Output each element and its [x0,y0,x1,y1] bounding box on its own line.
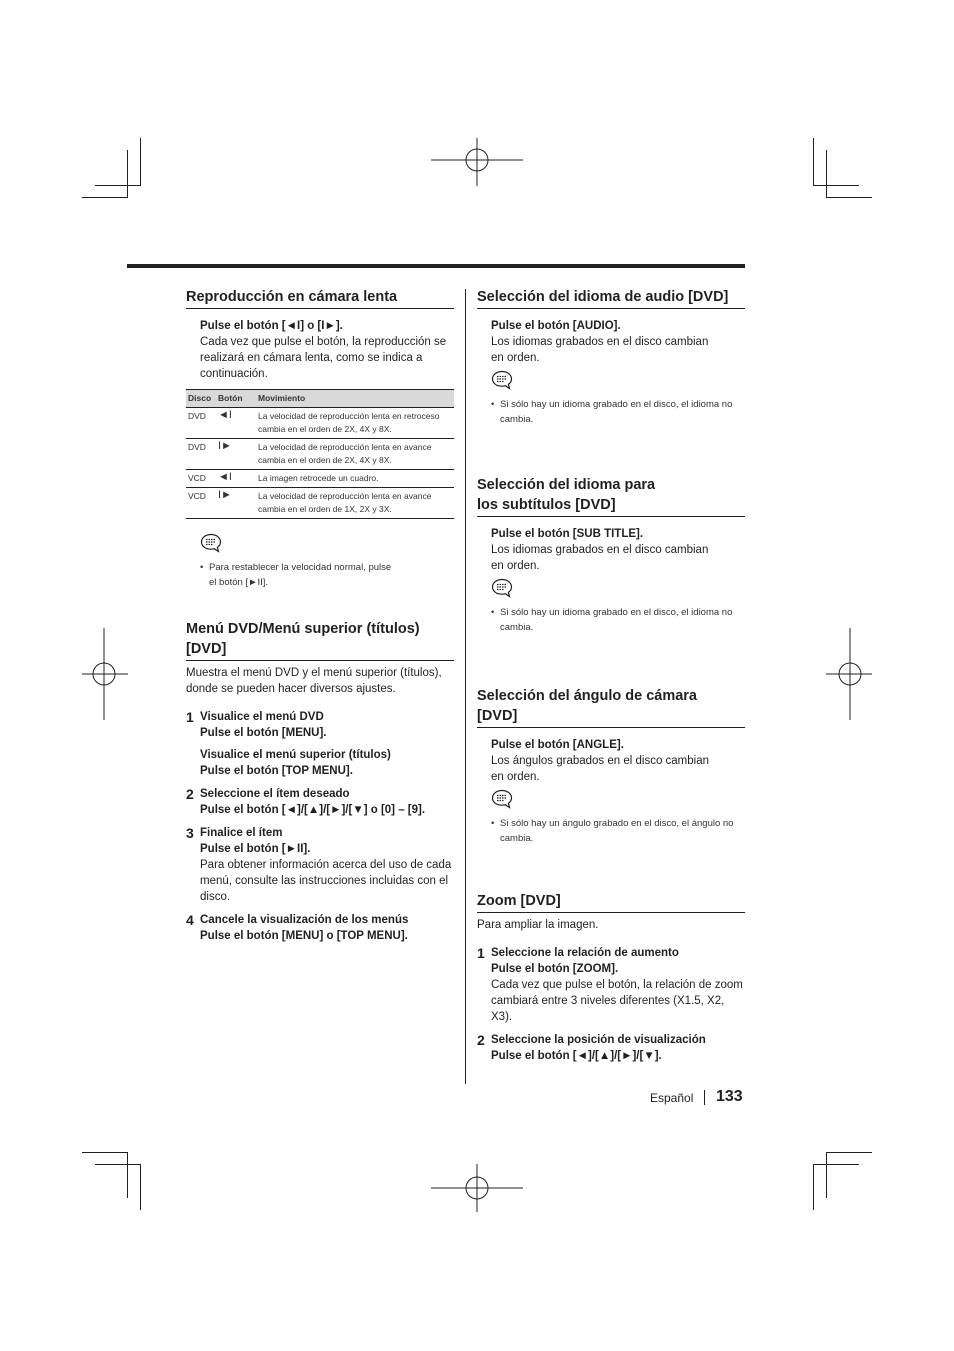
table-row [186,439,454,470]
button-cell: I► [216,488,256,519]
memo-icon [491,578,513,598]
table-row [186,488,454,519]
header-rule [127,264,745,268]
disc-cell: DVD [186,408,216,439]
press-instruction: Pulse el botón [ZOOM]. [491,963,619,975]
slow-motion-section [186,287,454,590]
step-number: 1 [477,945,485,961]
section-title-line: [DVD] [477,708,518,724]
description: Los idiomas grabados en el disco cambian en orden. [491,336,709,364]
table-row [186,470,454,488]
section-title [477,686,745,728]
note: • Si sólo hay un idioma grabado en el disco, el idioma no cambia. [491,605,745,635]
registration-mark-left [82,628,128,720]
step-1 [186,709,454,779]
registration-mark-top [431,138,523,186]
press-instruction: Pulse el botón [MENU]. [200,727,327,739]
section-title: Selección del idioma de audio [DVD] [477,287,745,309]
section-title [477,475,745,517]
table-header-row [186,390,454,408]
intro-text: Muestra el menú DVD y el menú superior (títulos), donde se pueden hacer diversos ajustes. [186,667,442,695]
step-description: Cada vez que pulse el botón, la relación de zoom cambiará entre 3 niveles diferentes (X1.5, X2, X3). [491,979,743,1023]
memo-icon [491,370,513,390]
subtitle-language-section [477,475,745,635]
section-title: Menú DVD/Menú superior (títulos) [DVD] [186,619,454,661]
step-description: Para obtener información acerca del uso de cada menú, consulte las instrucciones incluidas con el disco. [200,859,452,903]
step-number: 3 [186,825,194,841]
section-title-line: Selección del ángulo de cámara [477,688,697,704]
step-title: Finalice el ítem [200,827,283,839]
step-title: Seleccione la relación de aumento [491,947,679,959]
note-text: Si sólo hay un ángulo grabado en el disco, el ángulo no cambia. [500,818,734,844]
movement-cell: La velocidad de reproducción lenta en avance cambia en el orden de 2X, 4X y 8X. [256,439,454,470]
button-cell: ◄I [216,470,256,488]
step-number: 1 [186,709,194,725]
note-text: Si sólo hay un idioma grabado en el disco, el idioma no cambia. [500,399,733,425]
press-instruction: Pulse el botón [MENU] o [TOP MENU]. [200,930,408,942]
column-header: Disco [186,390,216,408]
press-instruction: Pulse el botón [◄]/[▲]/[►]/[▼] o [0] – [9]. [200,804,426,816]
step-title: Visualice el menú superior (títulos) [200,749,391,761]
press-instruction: Pulse el botón [ANGLE]. [491,739,624,751]
description: Los ángulos grabados en el disco cambian en orden. [491,755,710,783]
slow-motion-table [186,389,454,519]
note: • Para restablecer la velocidad normal, pulse el botón [►II]. [200,560,400,590]
section-title-line: Selección del idioma para [477,477,656,493]
disc-cell: DVD [186,439,216,470]
step-number: 2 [186,786,194,802]
press-instruction: Pulse el botón [TOP MENU]. [200,765,353,777]
note: • Si sólo hay un idioma grabado en el disco, el idioma no cambia. [491,397,745,427]
button-cell: ◄I [216,408,256,439]
step-title: Seleccione el ítem deseado [200,788,350,800]
left-column [186,287,454,942]
disc-cell: VCD [186,470,216,488]
step-number: 4 [186,912,194,928]
camera-angle-section [477,686,745,846]
movement-cell: La velocidad de reproducción lenta en retroceso cambia en el orden de 2X, 4X y 8X. [256,408,454,439]
step-title: Seleccione la posición de visualización [491,1034,706,1046]
zoom-section [477,891,745,1064]
step-2 [186,786,454,818]
button-cell: I► [216,439,256,470]
intro-text: Para ampliar la imagen. [477,919,599,931]
press-instruction: Pulse el botón [►II]. [200,843,311,855]
table-row [186,408,454,439]
press-instruction: Pulse el botón [AUDIO]. [491,320,621,332]
description: Cada vez que pulse el botón, la reproducción se realizará en cámara lenta, como se indica a continuación. [200,336,447,380]
press-instruction: Pulse el botón [◄I] o [I►]. [200,320,343,332]
step-title: Visualice el menú DVD [200,711,324,723]
note: • Si sólo hay un ángulo grabado en el disco, el ángulo no cambia. [491,816,745,846]
column-header: Botón [216,390,256,408]
step-title: Cancele la visualización de los menús [200,914,409,926]
description: Los idiomas grabados en el disco cambian en orden. [491,544,709,572]
dvd-menu-section [186,619,454,944]
section-title: Zoom [DVD] [477,891,745,913]
note-text: Para restablecer la velocidad normal, pulse el botón [►II]. [209,562,392,588]
column-divider [465,289,466,1084]
footer-separator [704,1090,705,1105]
press-instruction: Pulse el botón [SUB TITLE]. [491,528,644,540]
step-3 [186,825,454,905]
registration-mark-bottom [431,1164,523,1212]
section-title: Reproducción en cámara lenta [186,287,454,309]
movement-cell: La imagen retrocede un cuadro. [256,470,454,488]
press-instruction: Pulse el botón [◄]/[▲]/[►]/[▼]. [491,1050,662,1062]
audio-language-section [477,287,745,427]
memo-icon [200,533,222,553]
disc-cell: VCD [186,488,216,519]
step-4 [186,912,454,944]
memo-icon [491,789,513,809]
step-1 [477,945,745,1025]
column-header: Movimiento [256,390,454,408]
page-number: 133 [716,1088,743,1105]
registration-mark-right [826,628,872,720]
footer-language: Español [650,1091,694,1105]
step-2 [477,1032,745,1064]
movement-cell: La velocidad de reproducción lenta en avance cambia en el orden de 1X, 2X y 3X. [256,488,454,519]
step-number: 2 [477,1032,485,1048]
note-text: Si sólo hay un idioma grabado en el disco, el idioma no cambia. [500,607,733,633]
section-title-line: los subtítulos [DVD] [477,497,616,513]
